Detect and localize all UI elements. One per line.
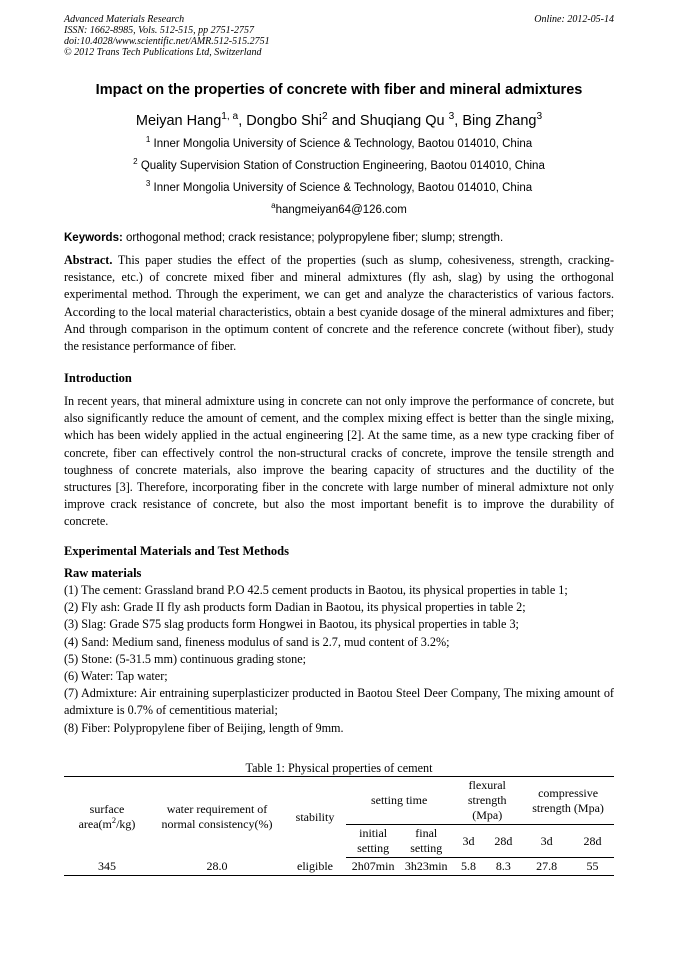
list-item: (2) Fly ash: Grade II fly ash products form Dadian in Baotou, its physical properties in table 2;: [64, 600, 526, 615]
list-item: (6) Water: Tap water;: [64, 669, 168, 684]
abstract-text: This paper studies the effect of the properties (such as slump, cohesiveness, strength, cracking-resistance, etc.) of concrete mixed fiber and mineral admixtures (fly ash, slag) by using the orthogonal experimental method. Through the experiment, we can get and analyze the characteristics of various factors. According to the local material characteristics, obtain a best cyanide dosage of the mineral admixtures and fiber; And through comparison in the optimum content of concrete and the reference concrete (without fiber), study the resistance performance of fiber.: [64, 253, 615, 354]
affiliation-text: Quality Supervision Station of Construction Engineering, Baotou 014010, China: [140, 160, 545, 172]
table-caption: Table 1: Physical properties of cement: [245, 761, 433, 775]
header-cell: compressive strength (Mpa): [522, 777, 614, 825]
header-cell: surface $area(m^2/kg)$: [64, 777, 150, 858]
affiliation: [0, 179, 678, 194]
header-cell: flexural strength (Mpa): [452, 777, 522, 825]
doi-line: doi:10.4028/www.scientific.net/AMR.512-515.2751: [64, 36, 270, 47]
table-cell: 8.3: [485, 858, 523, 876]
list-item: (5) Stone: (5-31.5 mm) continuous grading stone;: [64, 651, 307, 666]
table-cell: 27.8: [522, 858, 571, 876]
author-email: [0, 201, 678, 216]
keywords: [64, 232, 503, 244]
online-date: Online: 2012-05-14: [534, 14, 614, 25]
header-cell: water requirement of normal consistency(%): [150, 777, 284, 858]
list-item: (8) Fiber: Polypropylene fiber of Beijing, length of 9mm.: [64, 720, 344, 735]
section-heading: Experimental Materials and Test Methods: [64, 544, 289, 558]
journal-name: Advanced Materials Research: [64, 14, 185, 25]
abstract-label: Abstract.: [64, 253, 113, 267]
table-cell: 345: [64, 858, 150, 876]
affiliation: [0, 157, 678, 172]
affiliation-sup: 1: [145, 135, 151, 145]
email-text: hangmeiyan64@126.com: [275, 204, 407, 216]
header-cell: 3d: [452, 825, 484, 858]
journal-header: [64, 14, 270, 58]
author-sup: 1, a: [221, 111, 239, 123]
author-sep: and: [327, 113, 360, 129]
list-item: (3) Slag: Grade S75 slag products form Hongwei in Baotou, its physical properties in table 3;: [64, 617, 519, 632]
author-list: [0, 113, 678, 129]
abstract: [64, 252, 614, 355]
table-cell: eligible: [284, 858, 346, 876]
header-cell: setting time: [346, 777, 452, 825]
affiliation-text: Inner Mongolia University of Science & Technology, Baotou 014010, China: [153, 182, 533, 194]
list-item: (1) The cement: Grassland brand P.O 42.5 cement products in Baotou, its physical properties in table 1;: [64, 583, 568, 597]
author-sup: 3: [448, 111, 455, 123]
copyright-line: © 2012 Trans Tech Publications Ltd, Switzerland: [64, 47, 262, 58]
affiliation-sup: 3: [145, 179, 151, 189]
materials-list: [64, 582, 614, 737]
author-name: Shuqiang Qu: [359, 113, 449, 129]
list-item: (7) Admixture: Air entraining superplasticizer producted in Baotou Steel Deer Company, The mixing amount of admixture is 0.7% of cementitious material;: [64, 686, 614, 718]
affiliation: [0, 135, 678, 150]
author-sup: 3: [536, 111, 543, 123]
keywords-text: orthogonal method; crack resistance; polypropylene fiber; slump; strength.: [126, 232, 504, 244]
table-row: [64, 858, 614, 876]
author-sep: ,: [454, 113, 463, 129]
affiliation-text: Inner Mongolia University of Science & Technology, Baotou 014010, China: [153, 138, 533, 150]
author-name: Bing Zhang: [462, 113, 537, 129]
affiliation-sup: 2: [133, 157, 138, 167]
header-cell: 28d: [485, 825, 523, 858]
table-cell: 5.8: [452, 858, 484, 876]
header-cell: initial setting: [346, 825, 400, 858]
keywords-label: Keywords:: [64, 232, 123, 244]
header-cell: stability: [284, 777, 346, 858]
section-heading: Introduction: [64, 371, 132, 385]
list-item: (4) Sand: Medium sand, fineness modulus of sand is 2.7, mud content of 3.2%;: [64, 634, 450, 649]
header-cell: final setting: [400, 825, 452, 858]
table-header-row: [64, 777, 614, 825]
email-sup: a: [271, 201, 276, 211]
issn-line: ISSN: 1662-8985, Vols. 512-515, pp 2751-2757: [64, 25, 254, 36]
author-sup: 2: [322, 111, 328, 123]
intro-paragraph: In recent years, that mineral admixture using in concrete can not only improve the performance of concrete, but also significantly reduce the amount of cement, and the complex mixing effect is better than the single mixing, which has been widely applied in the actual engineering [2]. At the same time, as a new type cracking fiber of concrete, fiber can effectively control the non-structural cracks of concrete, improve the tensile strength and toughness of concrete materials, also improve the bearing capacity of structures and the ductility of the structures [3]. Therefore, incorporating fiber in the concrete with large number of mineral admixture not only improve crack resistance of concrete, but also the most important benefit is to improve the durability of concrete.: [64, 394, 614, 529]
cement-properties-table: [64, 776, 614, 876]
header-cell: 3d: [522, 825, 571, 858]
author-sep: ,: [238, 113, 247, 129]
table-cell: 55: [571, 858, 614, 876]
header-cell: 28d: [571, 825, 614, 858]
author-name: Dongbo Shi: [246, 113, 323, 129]
table-cell: 3h23min: [400, 858, 452, 876]
paper-title: Impact on the properties of concrete with fiber and mineral admixtures: [95, 82, 583, 98]
table-cell: 2h07min: [346, 858, 400, 876]
table-cell: 28.0: [150, 858, 284, 876]
subsection-heading: Raw materials: [64, 566, 142, 580]
author-name: Meiyan Hang: [135, 113, 222, 129]
